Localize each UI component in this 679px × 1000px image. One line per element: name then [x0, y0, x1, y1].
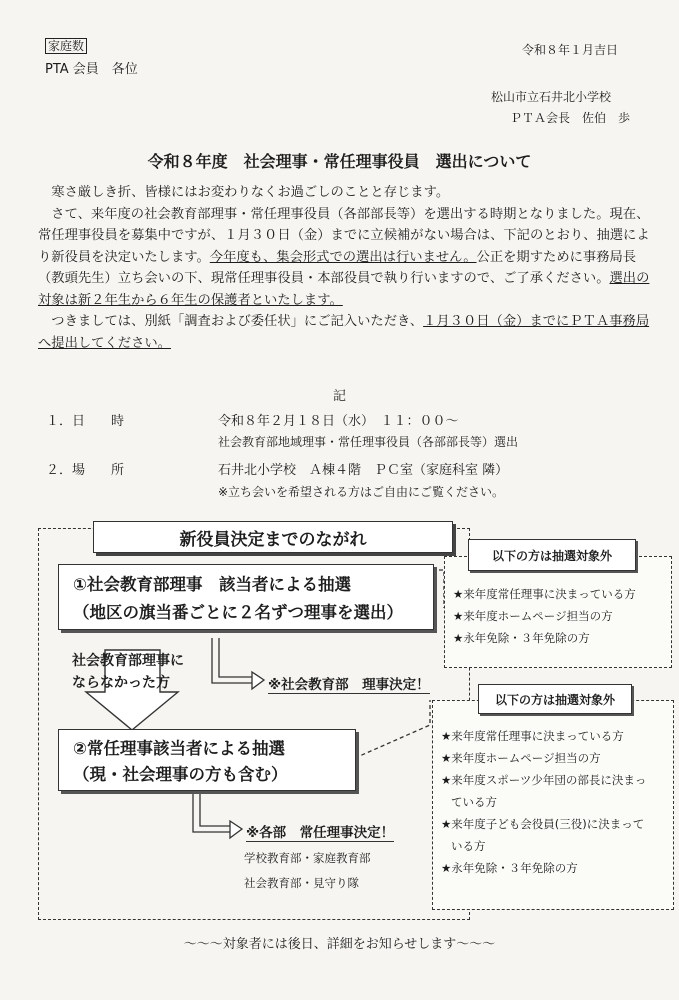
flow-heading: 新役員決定までのながれ	[93, 521, 453, 553]
exclusion-panel-1	[444, 556, 672, 668]
underlined-target: 選出の対象は新２年生から６年生の保護者といたします。	[38, 271, 650, 308]
paragraph-text: つきましては、別紙「調査および委任状」にご記入いただき、	[51, 314, 424, 329]
exclusion-item-cont: いる方	[451, 839, 486, 853]
detail-num: １．	[46, 414, 73, 429]
paragraph-text: さて、来年度の社会教育部理事・常任理事役員（各部部長等）を選出する時期となりました。現在、常任理事役員を募集中ですが、１月３０日（金）までに立候補がない場合は、下記のとおり、抽選により新役員を決定いたします。	[38, 206, 650, 265]
result2-label: ※各部 常任理事決定！	[246, 821, 394, 842]
stage1-title: ①社会教育部理事 該当者による抽選	[73, 575, 351, 594]
exclusion-item: ★永年免除・３年免除の方	[453, 631, 590, 645]
result1-label: ※社会教育部 理事決定！	[268, 673, 430, 694]
not-selected-line2: ならなかった方	[72, 675, 170, 691]
stage1-subtitle: （地区の旗当番ごとに２名ずつ理事を選出）	[73, 603, 403, 622]
underlined-notice: 今年度も、集会形式での選出は行いません。	[209, 249, 477, 265]
stage2-subtitle: （現・社会理事の方も含む）	[73, 765, 288, 784]
footer-note: ～～～対象者には後日、詳細をお知らせします～～～	[183, 937, 496, 952]
not-selected-line1: 社会教育部理事に	[72, 653, 184, 669]
stage2-title: ②常任理事該当者による抽選	[73, 739, 285, 758]
exclusion-item: ★来年度常任理事に決まっている方	[441, 729, 624, 743]
ki-mark: 記	[333, 389, 347, 404]
underlined-deadline: １月３０日（金）までにＰＴＡ事務局へ提出してください。	[38, 314, 650, 351]
exclusion-item-cont: ている方	[451, 795, 497, 809]
detail-sub: ※立ち会いを希望される方はご自由にご覧ください。	[218, 485, 505, 499]
school-name: 松山市立石井北小学校	[491, 90, 612, 104]
exclusion-item: ★来年度子ども会役員(三役)に決まって	[441, 817, 645, 831]
detail-value: 令和８年２月１８日（水） １１：００～	[218, 414, 459, 429]
stage2-box	[58, 729, 356, 791]
detail-sub: 社会教育部地域理事・常任理事役員（各部部長等）選出	[218, 435, 519, 449]
paragraph-text: 公正を期すために事務局長（教頭先生）立ち会いの下、現常任理事役員・本部役員で執り行いますので、ご了承ください。	[38, 249, 637, 286]
detail-label: 場 所	[72, 463, 125, 478]
greeting-paragraph: 寒さ厳しき折、皆様にはお変わりなくお過ごしのことと存じます。	[51, 185, 450, 200]
exclusion-item: ★永年免除・３年免除の方	[441, 861, 578, 875]
recipient: PTA 会員 各位	[45, 62, 138, 77]
dept-list-item: 学校教育部・家庭教育部	[244, 851, 371, 865]
page-title: 令和８年度 社会理事・常任理事役員 選出について	[147, 152, 532, 171]
detail-label: 日 時	[72, 414, 125, 429]
exclusion-item: ★来年度ホームページ担当の方	[453, 609, 613, 623]
detail-value: 石井北小学校 Ａ棟４階 ＰＣ室（家庭科室 隣）	[218, 463, 509, 478]
dept-list-item: 社会教育部・見守り隊	[244, 876, 359, 890]
stage1-box	[58, 564, 434, 630]
exclusion-item: ★来年度スポーツ少年団の部長に決まっ	[441, 773, 647, 787]
issue-date: 令和８年１月吉日	[522, 43, 619, 57]
detail-num: ２．	[46, 463, 73, 478]
household-tag: 家庭数	[45, 38, 87, 54]
exclusion-panel-1-title: 以下の方は抽選対象外	[468, 539, 636, 571]
exclusion-panel-2	[432, 700, 674, 910]
exclusion-item: ★来年度常任理事に決まっている方	[453, 587, 636, 601]
sender-name: ＰＴＡ会長 佐伯 歩	[510, 111, 631, 125]
exclusion-item: ★来年度ホームページ担当の方	[441, 751, 601, 765]
exclusion-panel-2-title: 以下の方は抽選対象外	[478, 684, 632, 714]
